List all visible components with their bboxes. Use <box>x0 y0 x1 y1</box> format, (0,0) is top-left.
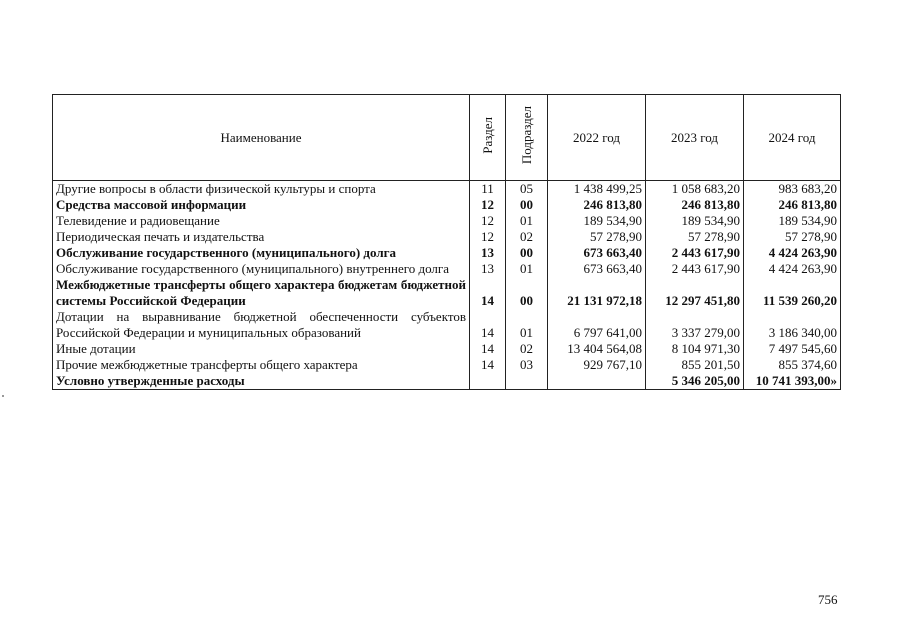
row-2022: 673 663,40 <box>548 245 646 261</box>
row-subsection: 03 <box>506 357 548 373</box>
row-subsection: 01 <box>506 309 548 341</box>
page-number: 756 <box>818 592 838 607</box>
row-2022 <box>548 373 646 390</box>
row-name: Межбюджетные трансферты общего характера бюджетам бюджетной системы Российской Федерации <box>53 277 470 309</box>
table-row <box>53 341 841 357</box>
row-name: Обслуживание государственного (муниципального) внутреннего долга <box>53 261 470 277</box>
row-2022: 21 131 972,18 <box>548 277 646 309</box>
row-subsection: 02 <box>506 229 548 245</box>
row-2024: 11 539 260,20 <box>744 277 841 309</box>
margin-dot <box>2 395 4 397</box>
row-section <box>470 373 506 390</box>
row-2023: 2 443 617,90 <box>646 245 744 261</box>
row-2024: 10 741 393,00» <box>744 373 841 390</box>
table-header-row <box>53 95 841 181</box>
table-row <box>53 309 841 341</box>
row-2023: 5 346 205,00 <box>646 373 744 390</box>
row-section: 12 <box>470 229 506 245</box>
row-section: 13 <box>470 245 506 261</box>
row-2024: 4 424 263,90 <box>744 245 841 261</box>
row-subsection: 00 <box>506 197 548 213</box>
row-2022: 189 534,90 <box>548 213 646 229</box>
row-subsection: 01 <box>506 213 548 229</box>
row-2023: 8 104 971,30 <box>646 341 744 357</box>
row-2024: 3 186 340,00 <box>744 309 841 341</box>
header-subsection <box>506 95 548 181</box>
table-row <box>53 245 841 261</box>
table-row <box>53 197 841 213</box>
row-section: 12 <box>470 213 506 229</box>
row-2023: 12 297 451,80 <box>646 277 744 309</box>
row-2024: 855 374,60 <box>744 357 841 373</box>
row-2023: 246 813,80 <box>646 197 744 213</box>
row-section: 13 <box>470 261 506 277</box>
header-section-label: Раздел <box>479 117 495 154</box>
row-subsection: 02 <box>506 341 548 357</box>
header-2022: 2022 год <box>548 95 646 181</box>
row-subsection: 00 <box>506 277 548 309</box>
table-row <box>53 261 841 277</box>
budget-table <box>52 94 841 390</box>
row-2022: 6 797 641,00 <box>548 309 646 341</box>
row-2022: 246 813,80 <box>548 197 646 213</box>
row-2022: 929 767,10 <box>548 357 646 373</box>
row-2024: 246 813,80 <box>744 197 841 213</box>
row-name: Прочие межбюджетные трансферты общего характера <box>53 357 470 373</box>
row-2022: 673 663,40 <box>548 261 646 277</box>
row-2024: 983 683,20 <box>744 181 841 198</box>
row-2024: 4 424 263,90 <box>744 261 841 277</box>
row-section: 14 <box>470 309 506 341</box>
row-name: Дотации на выравнивание бюджетной обеспеченности субъектов Российской Федерации и муниципальных образований <box>53 309 470 341</box>
row-subsection: 01 <box>506 261 548 277</box>
row-name: Условно утвержденные расходы <box>53 373 470 390</box>
row-name: Другие вопросы в области физической культуры и спорта <box>53 181 470 198</box>
row-name: Телевидение и радиовещание <box>53 213 470 229</box>
row-2023: 3 337 279,00 <box>646 309 744 341</box>
row-section: 14 <box>470 341 506 357</box>
row-section: 11 <box>470 181 506 198</box>
row-section: 14 <box>470 357 506 373</box>
row-2022: 1 438 499,25 <box>548 181 646 198</box>
row-2024: 57 278,90 <box>744 229 841 245</box>
row-subsection <box>506 373 548 390</box>
row-section: 12 <box>470 197 506 213</box>
row-subsection: 00 <box>506 245 548 261</box>
row-name: Иные дотации <box>53 341 470 357</box>
table-row <box>53 229 841 245</box>
table-row <box>53 373 841 390</box>
row-subsection: 05 <box>506 181 548 198</box>
row-2022: 13 404 564,08 <box>548 341 646 357</box>
header-2023: 2023 год <box>646 95 744 181</box>
row-2023: 855 201,50 <box>646 357 744 373</box>
row-2022: 57 278,90 <box>548 229 646 245</box>
row-name: Средства массовой информации <box>53 197 470 213</box>
table-row <box>53 357 841 373</box>
header-name: Наименование <box>53 95 470 181</box>
row-2024: 7 497 545,60 <box>744 341 841 357</box>
header-2024: 2024 год <box>744 95 841 181</box>
row-2023: 57 278,90 <box>646 229 744 245</box>
table-row <box>53 213 841 229</box>
row-2023: 189 534,90 <box>646 213 744 229</box>
row-2023: 1 058 683,20 <box>646 181 744 198</box>
header-subsection-label: Подраздел <box>518 106 534 165</box>
table-row <box>53 277 841 309</box>
row-name: Периодическая печать и издательства <box>53 229 470 245</box>
table-row <box>53 181 841 198</box>
row-section: 14 <box>470 277 506 309</box>
row-2024: 189 534,90 <box>744 213 841 229</box>
header-section <box>470 95 506 181</box>
row-name: Обслуживание государственного (муниципального) долга <box>53 245 470 261</box>
row-2023: 2 443 617,90 <box>646 261 744 277</box>
